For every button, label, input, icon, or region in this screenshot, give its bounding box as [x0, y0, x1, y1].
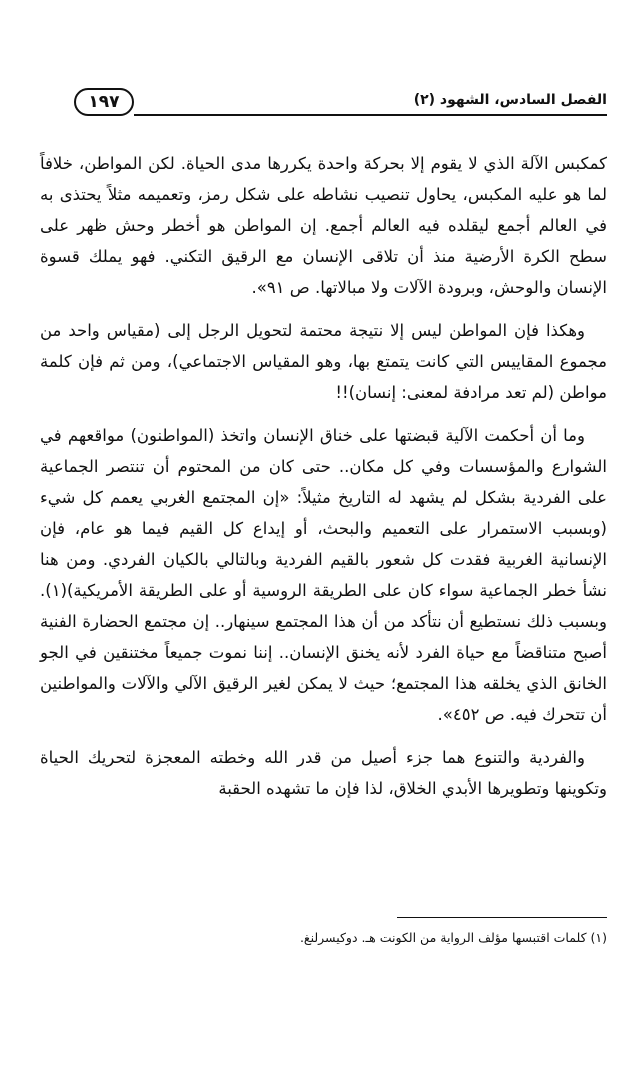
header-rule — [134, 114, 607, 116]
running-title: الفصل السادس، الشهود (٢) — [413, 92, 607, 108]
page-number: ١٩٧ — [74, 88, 134, 116]
page-header — [74, 88, 607, 118]
body-text — [40, 148, 607, 816]
paragraph: كمكبس الآلة الذي لا يقوم إلا بحركة واحدة يكررها مدى الحياة. لكن المواطن، خلافاً لما هو عليه المكبس، يحاول تنصيب نشاطه على شكل رمز، وتعميمه مثلاً يحتذى به في العالم أجمع ليقلده فيه العالم أجمع. إن المواطن هو أخطر وحش ظهر على سطح الكرة الأرضية منذ أن تلاقى الإنسان مع الرقيق التكني. فهو يملك قسوة الإنسان والوحش، وبرودة الآلات ولا مبالاتها. ص ٩١». — [40, 154, 607, 297]
paragraph: وهكذا فإن المواطن ليس إلا نتيجة محتمة لتحويل الرجل إلى (مقياس واحد من مجموع المقاييس التي كانت يتمتع بها، وهو المقياس الاجتماعي)، ومن ثم فإن كلمة مواطن (لم تعد مرادفة لمعنى: إنسان)!! — [40, 321, 607, 402]
paragraph: والفردية والتنوع هما جزء أصيل من قدر الله وخطته المعجزة لتحريك الحياة وتكوينها وتطويرها الأبدي الخلاق، لذا فإن ما تشهده الحقبة — [40, 748, 607, 798]
footnote: (١) كلمات اقتبسها مؤلف الرواية من الكونت هـ. دوكيسرلنغ. — [299, 930, 607, 945]
paragraph: وما أن أحكمت الآلية قبضتها على خناق الإنسان واتخذ (المواطنون) مواقعهم في الشوارع والمؤسسات وفي كل مكان.. حتى كان من المحتوم أن تنتصر الجماعية على الفردية بشكل لم يشهد له التاريخ مثيلاً: «إن المجتمع الغربي يعمم كل شيء (وبسبب الاستمرار على التعميم والبحث، أو إيداع كل القيم فيما هو عام، فإن الإنسانية الغربية فقدت كل شعور بالقيم الفردية وبالتالي بالكيان الفردي. ومن هنا نشأ خطر الجماعية سواء كان على الطريقة الروسية أو على الطريقة الأمريكية)(١). وبسبب ذلك نستطيع أن نتأكد من أن هذا المجتمع سينهار.. إن مجتمع الحضارة الفنية أصبح متناقضاً مع حياة الفرد لأنه يخنق الإنسان.. إننا نموت جميعاً مختنقين في الجو الخانق الذي يخلقه هذا المجتمع؛ حيث لا يمكن لغير الرقيق الآلي والآلات والمواطنين أن تتحرك فيه. ص ٤٥٢». — [40, 426, 607, 724]
footnote-rule — [397, 917, 607, 918]
